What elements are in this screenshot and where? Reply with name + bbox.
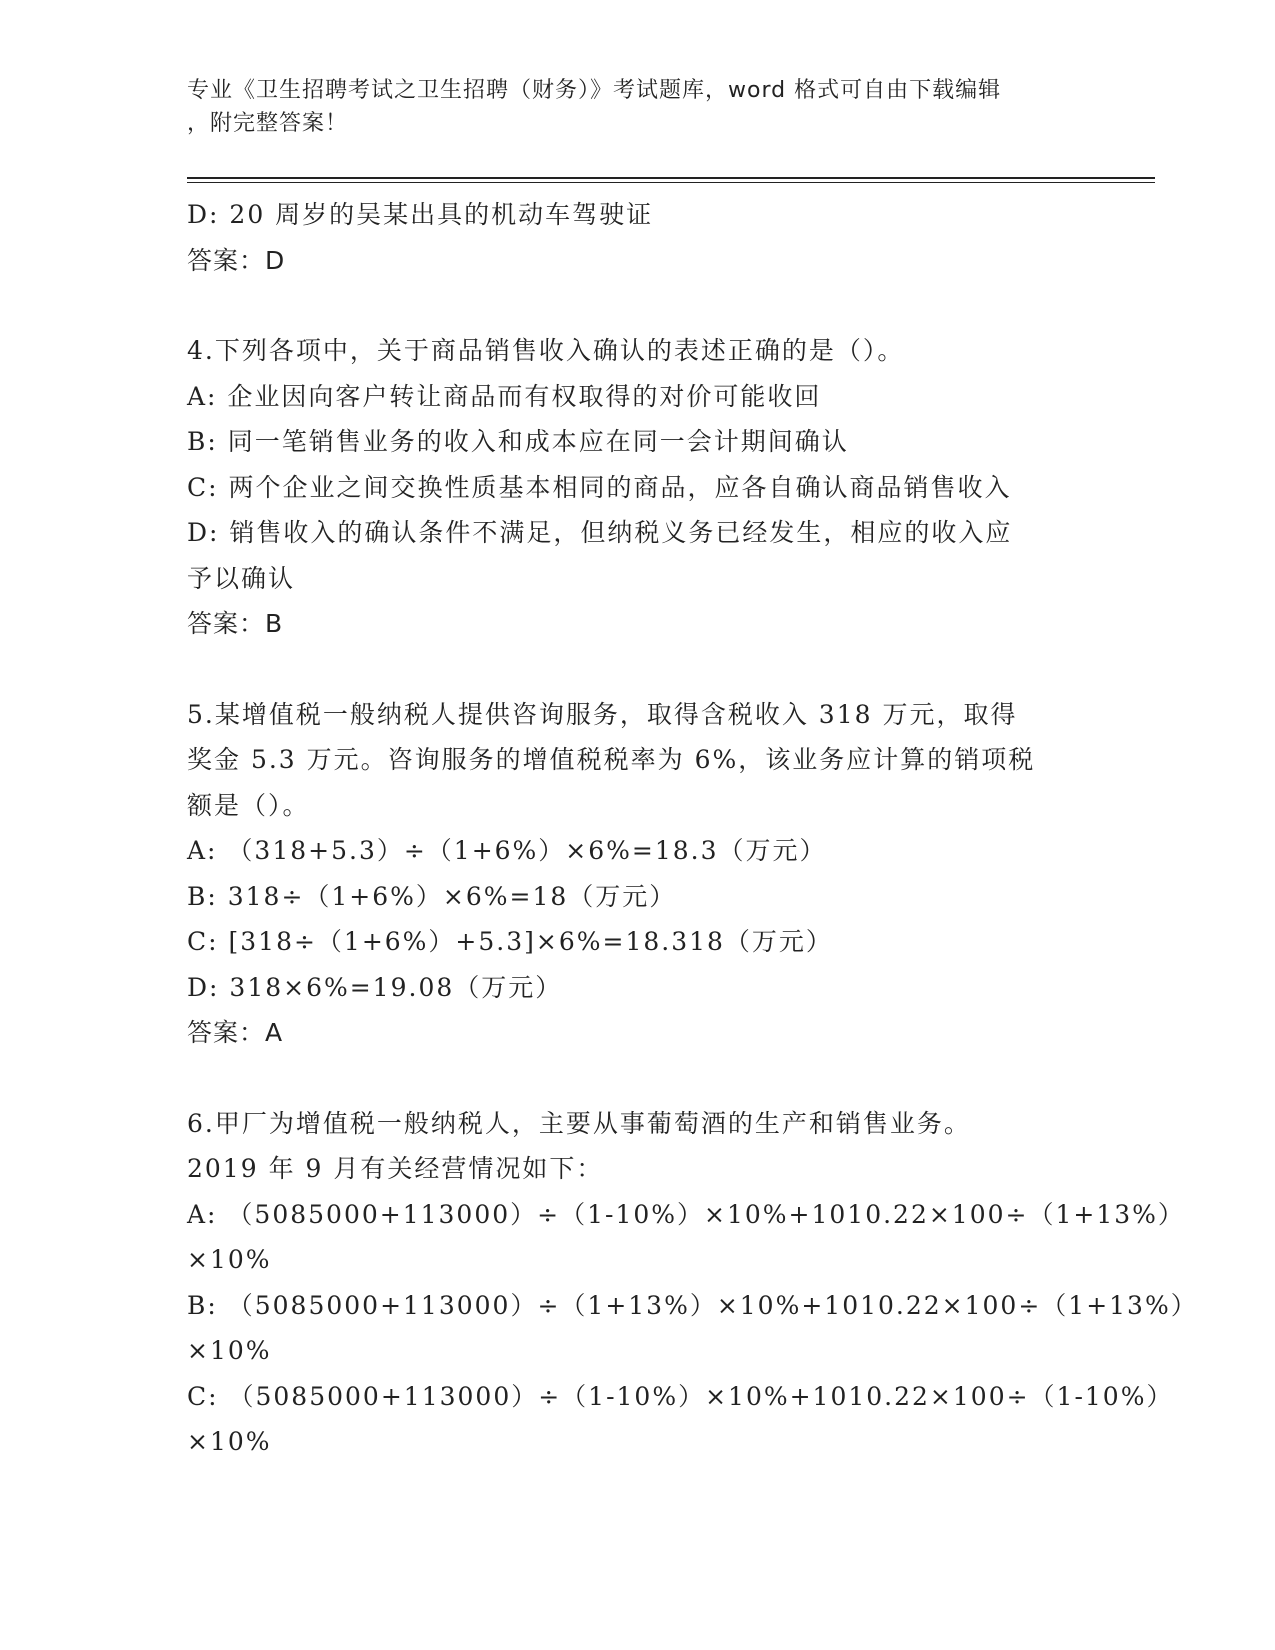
q4-answer: 答案：B bbox=[187, 609, 284, 638]
q4-option-b: B: 同一笔销售业务的收入和成本应在同一会计期间确认 bbox=[187, 427, 849, 456]
q5-answer: 答案：A bbox=[187, 1018, 284, 1047]
q6-option-b-line-2: ×10% bbox=[187, 1336, 272, 1365]
q5-option-b: B: 318÷（1+6%）×6%=18（万元） bbox=[187, 881, 677, 911]
question-3-fragment bbox=[187, 192, 1087, 283]
q6-stem-line-1: 6.甲厂为增值税一般纳税人，主要从事葡萄酒的生产和销售业务。 bbox=[187, 1108, 971, 1138]
q6-option-c-line-2: ×10% bbox=[187, 1427, 272, 1456]
header-rule-thin bbox=[187, 182, 1155, 183]
document-header bbox=[187, 74, 1087, 140]
header-line-1: 专业《卫生招聘考试之卫生招聘（财务）》考试题库，word 格式可自由下载编辑 bbox=[187, 78, 1002, 103]
q5-option-d: D: 318×6%=19.08（万元） bbox=[187, 972, 563, 1002]
question-4 bbox=[187, 328, 1087, 647]
q4-option-c: C: 两个企业之间交换性质基本相同的商品，应各自确认商品销售收入 bbox=[187, 472, 1012, 502]
header-line-2: ，附完整答案！ bbox=[187, 111, 349, 136]
q3-answer: 答案：D bbox=[187, 245, 286, 275]
spacer bbox=[187, 1056, 1087, 1101]
q6-stem-line-2: 2019 年 9 月有关经营情况如下： bbox=[187, 1154, 604, 1183]
q4-option-a: A: 企业因向客户转让商品而有权取得的对价可能收回 bbox=[187, 381, 822, 411]
q5-stem-line-1: 5.某增值税一般纳税人提供咨询服务，取得含税收入 318 万元，取得 bbox=[187, 699, 1018, 729]
q6-option-c-line-1: C: （5085000+113000）÷（1-10%）×10%+1010.22×100÷（1-10%） bbox=[187, 1381, 1174, 1411]
q6-option-a-line-2: ×10% bbox=[187, 1245, 272, 1274]
header-rule-thick bbox=[187, 177, 1155, 179]
spacer bbox=[187, 647, 1087, 692]
spacer bbox=[187, 283, 1087, 328]
q4-stem: 4.下列各项中，关于商品销售收入确认的表述正确的是（）。 bbox=[187, 336, 905, 365]
question-content bbox=[187, 192, 1198, 1465]
q5-stem-line-2: 奖金 5.3 万元。咨询服务的增值税税率为 6%，该业务应计算的销项税 bbox=[187, 745, 1036, 774]
q6-option-a-line-1: A: （5085000+113000）÷（1-10%）×10%+1010.22×100÷（1+13%） bbox=[187, 1199, 1185, 1229]
q5-option-c: C: [318÷（1+6%）+5.3]×6%=18.318（万元） bbox=[187, 927, 833, 956]
q4-option-d-line-2: 予以确认 bbox=[187, 563, 296, 593]
q5-stem-line-3: 额是（）。 bbox=[187, 790, 310, 820]
question-5 bbox=[187, 692, 1087, 1056]
q6-option-b-line-1: B: （5085000+113000）÷（1+13%）×10%+1010.22×100÷（1+13%） bbox=[187, 1290, 1198, 1320]
question-6 bbox=[187, 1101, 1198, 1465]
q4-option-d-line-1: D: 销售收入的确认条件不满足，但纳税义务已经发生，相应的收入应 bbox=[187, 518, 1013, 547]
q5-option-a: A: （318+5.3）÷（1+6%）×6%=18.3（万元） bbox=[187, 836, 827, 865]
q3-option-d: D: 20 周岁的吴某出具的机动车驾驶证 bbox=[187, 200, 654, 229]
